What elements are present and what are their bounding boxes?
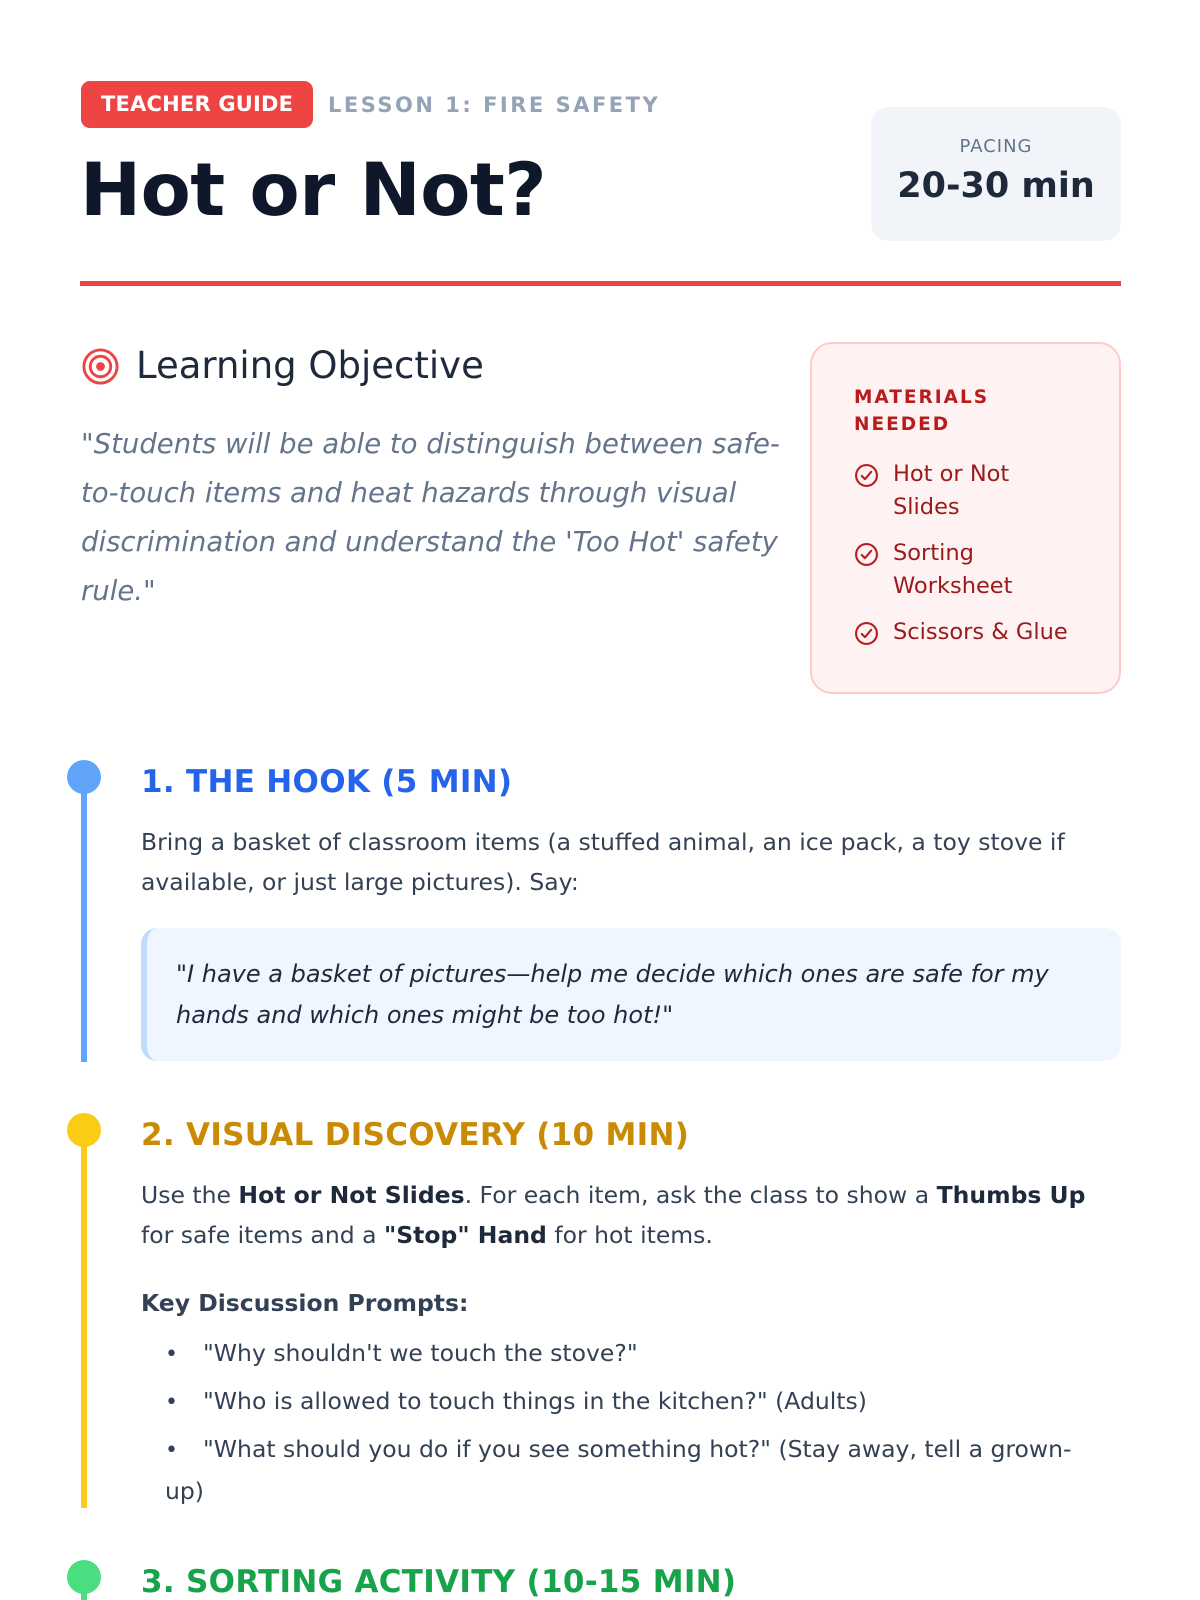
body-text: . For each item, ask the class to show a [464, 1181, 937, 1209]
pacing-card [871, 107, 1121, 241]
timeline-dot-step-3 [67, 1560, 101, 1594]
list-item [165, 1381, 1095, 1423]
check-circle-icon [854, 463, 879, 488]
body-emphasis: "Stop" Hand [384, 1221, 547, 1249]
timeline-dot-step-2 [67, 1113, 101, 1147]
step-1-title: 1. THE HOOK (5 MIN) [141, 764, 513, 800]
objective-quote: "Students will be able to distinguish between safe-to-touch items and heat hazards through visual discrimination and understand the 'Too Hot' safety rule." [81, 428, 780, 607]
teacher-guide-badge: TEACHER GUIDE [81, 81, 313, 128]
prompts-list [165, 1333, 1095, 1517]
prompt-text: "Why shouldn't we touch the stove?" [203, 1339, 638, 1367]
step-1-callout [141, 928, 1121, 1061]
materials-card [810, 342, 1121, 694]
bullet-icon: • [165, 1390, 178, 1415]
list-item [165, 1333, 1095, 1375]
prompt-text: "What should you do if you see something hot?" (Stay away, tell a grown-up) [165, 1435, 1072, 1505]
prompts-title: Key Discussion Prompts: [141, 1289, 469, 1317]
body-emphasis: Thumbs Up [936, 1181, 1086, 1209]
list-item [854, 458, 1099, 524]
prompt-text: "Who is allowed to touch things in the kitchen?" (Adults) [203, 1387, 867, 1415]
materials-title: MATERIALS NEEDED [854, 387, 990, 435]
pacing-value: 20-30 min [897, 166, 1095, 206]
step-2-title: 2. VISUAL DISCOVERY (10 MIN) [141, 1117, 690, 1153]
body-text: for safe items and a [141, 1221, 384, 1249]
objective-heading [81, 342, 484, 390]
lesson-label: LESSON 1: FIRE SAFETY [328, 93, 661, 117]
page-title: Hot or Not? [80, 148, 547, 233]
step-1-body: Bring a basket of classroom items (a stuffed animal, an ice pack, a toy stove if available, or just large pictures). Say: [141, 828, 1065, 896]
callout-quote: "I have a basket of pictures—help me decide which ones are safe for my hands and which ones might be too hot!" [176, 960, 1049, 1029]
body-emphasis: Hot or Not Slides [238, 1181, 465, 1209]
bullet-icon: • [165, 1342, 178, 1367]
step-2-body [141, 1175, 1121, 1255]
pacing-label: PACING [959, 136, 1033, 157]
material-label: Hot or Not Slides [893, 461, 1010, 520]
timeline-line-step-1 [81, 778, 87, 1062]
body-text: for hot items. [546, 1221, 713, 1249]
check-circle-icon [854, 542, 879, 567]
body-text: Use the [141, 1181, 239, 1209]
timeline-dot-step-1 [67, 760, 101, 794]
timeline-line-step-2 [81, 1130, 87, 1508]
target-icon [81, 347, 120, 386]
list-item [854, 616, 1099, 649]
materials-list [854, 458, 1099, 649]
step-3-title: 3. SORTING ACTIVITY (10-15 MIN) [141, 1564, 737, 1600]
check-circle-icon [854, 621, 879, 646]
list-item [165, 1429, 1095, 1511]
material-label: Sorting Worksheet [893, 540, 1013, 599]
header-divider [80, 281, 1121, 286]
bullet-icon: • [165, 1438, 178, 1463]
material-label: Scissors & Glue [893, 619, 1068, 645]
objective-heading-text: Learning Objective [136, 344, 484, 387]
list-item [854, 537, 1099, 603]
